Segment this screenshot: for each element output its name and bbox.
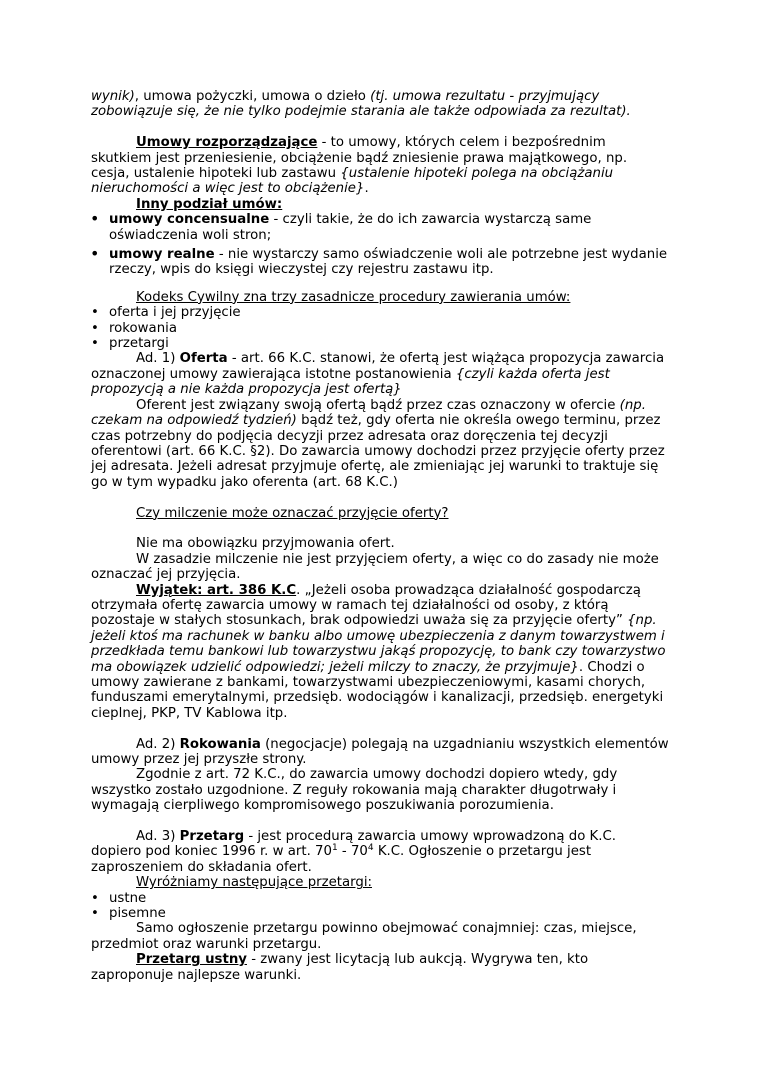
procedures-list [91, 305, 669, 351]
bullet-icon: • [90, 244, 100, 264]
list-item: • umowy realne - nie wystarczy samo oświadczenie woli ale potrzebne jest wydanie rzeczy, wpis do księgi wieczystej czy rejestru zastawu itp. [90, 244, 668, 278]
paragraph-art-72: Zgodnie z art. 72 K.C., do zawarcia umowy dochodzi dopiero wtedy, gdy wszystko zostało uzgodnione. Z reguły rokowania mają charakter długotrwały i wymagają cierpliwego kompromisowego poszukiwania porozumienia. [91, 767, 618, 814]
blank-line [91, 521, 669, 536]
bullet-icon: • [91, 305, 99, 321]
bullet-icon: • [91, 336, 99, 352]
list-item: • rokowania [91, 320, 177, 336]
heading-civil-code-procedures: Kodeks Cywilny zna trzy zasadnicze procedury zawierania umów: [136, 289, 571, 305]
blank-line [91, 721, 669, 736]
paragraph-negotiations: Ad. 2) Rokowania (negocjacje) polegają na uzgadnianiu wszystkich elementów umowy przez jej przyszłe strony. [91, 736, 669, 767]
tender-types-list [91, 891, 669, 922]
heading-silence-question: Czy milczenie może oznaczać przyjęcie oferty? [136, 505, 449, 521]
list-item: • przetargi [91, 336, 169, 352]
paragraph-contract-types-end: wynik), umowa pożyczki, umowa o dzieło (tj. umowa rezultatu - przyjmujący zobowiązuje się, że nie tylko podejmie starania ale także odpowiada za rezultat). [91, 89, 631, 120]
paragraph-oral-tender: Przetarg ustny - zwany jest licytacją lub aukcją. Wygrywa ten, kto zaproponuje najlepsze warunki. [91, 952, 589, 983]
paragraph-tender-announcement: Samo ogłoszenie przetargu powinno obejmować conajmniej: czas, miejsce, przedmiot oraz warunki przetargu. [91, 921, 637, 952]
paragraph-no-obligation: Nie ma obowiązku przyjmowania ofert. [136, 536, 395, 552]
document-body [91, 89, 669, 983]
blank-line [91, 490, 669, 505]
list-item: • ustne [91, 890, 147, 906]
list-item: • umowy concensualne - czyli takie, że do ich zawarcia wystarczą same oświadczenia woli stron; [90, 209, 592, 243]
bullet-icon: • [90, 209, 100, 229]
paragraph-tender: Ad. 3) Przetarg - jest procedurą zawarcia umowy wprowadzoną do K.C. dopiero pod koniec 1996 r. w art. $70^1 - 70^4$ K.C. Ogłoszenie o przetargu jest zaproszeniem do składania ofert. [91, 829, 617, 875]
term-dispositive-contracts: Umowy rozporządzające [136, 135, 318, 151]
paragraph-offer: Ad. 1) Oferta - art. 66 K.C. stanowi, że ofertą jest wiążąca propozycja zawarcia oznaczonej umowy zawierająca istotne postanowienia {czyli każda oferta jest propozycją a nie każda propozycja jest ofertą} [91, 351, 665, 398]
heading-tender-types: Wyróżniamy następujące przetargi: [136, 875, 372, 891]
bullet-icon: • [91, 890, 99, 906]
heading-other-division: Inny podział umów: [136, 196, 283, 212]
blank-line [91, 120, 669, 135]
contract-division-list [90, 209, 669, 278]
list-item: • oferta i jej przyjęcie [91, 305, 241, 321]
bullet-icon: • [91, 320, 99, 336]
paragraph-dispositive-contracts: Umowy rozporządzające - to umowy, których celem i bezpośrednim skutkiem jest przeniesienie, obciążenie bądź zniesienie prawa majątkowego, np. cesja, ustalenie hipoteki lub zastawu {ustalenie hipoteki polega na obciążaniu nieruchomości a więc jest to obciążenie}. [91, 135, 628, 197]
list-item: • pisemne [91, 906, 166, 922]
paragraph-offeror: Oferent jest związany swoją ofertą bądź przez czas oznaczony w ofercie (np. czekam na odpowiedź tydzień) bądź też, gdy oferta nie określa owego terminu, przez czas potrzebny do podjęcia decyzji przez adresata oraz doręczenia tej decyzji oferentowi (art. 66 K.C. §2). Do zawarcia umowy dochodzi przez przyjęcie oferty przez jej adresata. Jeżeli adresat przyjmuje ofertę, ale zmieniając jej warunki to traktuje się go w tym wypadku jako oferenta (art. 68 K.C.) [91, 397, 665, 490]
paragraph-silence-rule: W zasadzie milczenie nie jest przyjęciem oferty, a więc co do zasady nie może oznaczać jej przyjęcia. [91, 551, 659, 583]
blank-line [91, 282, 669, 290]
bullet-icon: • [91, 906, 99, 922]
paragraph-exception-art-386: Wyjątek: art. 386 K.C. „Jeżeli osoba prowadząca działalność gospodarczą otrzymała ofertę zawarcia umowy w ramach tej działalności od osoby, z którą pozostaje w stałych stosunkach, brak odpowiedzi uważa się za przyjęcie oferty” {np. jeżeli ktoś ma rachunek w banku albo umowę ubezpieczenia z danym towarzystwem i przedkłada temu bankowi lub towarzystwu jakąś propozycję, to bank czy towarzystwo ma obowiązek udzielić odpowiedzi; jeżeli milczy to znaczy, że przyjmuje}. Chodzi o umowy zawierane z bankami, towarzystwami ubezpieczeniowymi, kasami chorych, funduszami emerytalnymi, przedsięb. wodociągów i kanalizacji, przedsięb. energetyki cieplnej, PKP, TV Kablowa itp. [91, 582, 666, 721]
blank-line [91, 814, 669, 829]
